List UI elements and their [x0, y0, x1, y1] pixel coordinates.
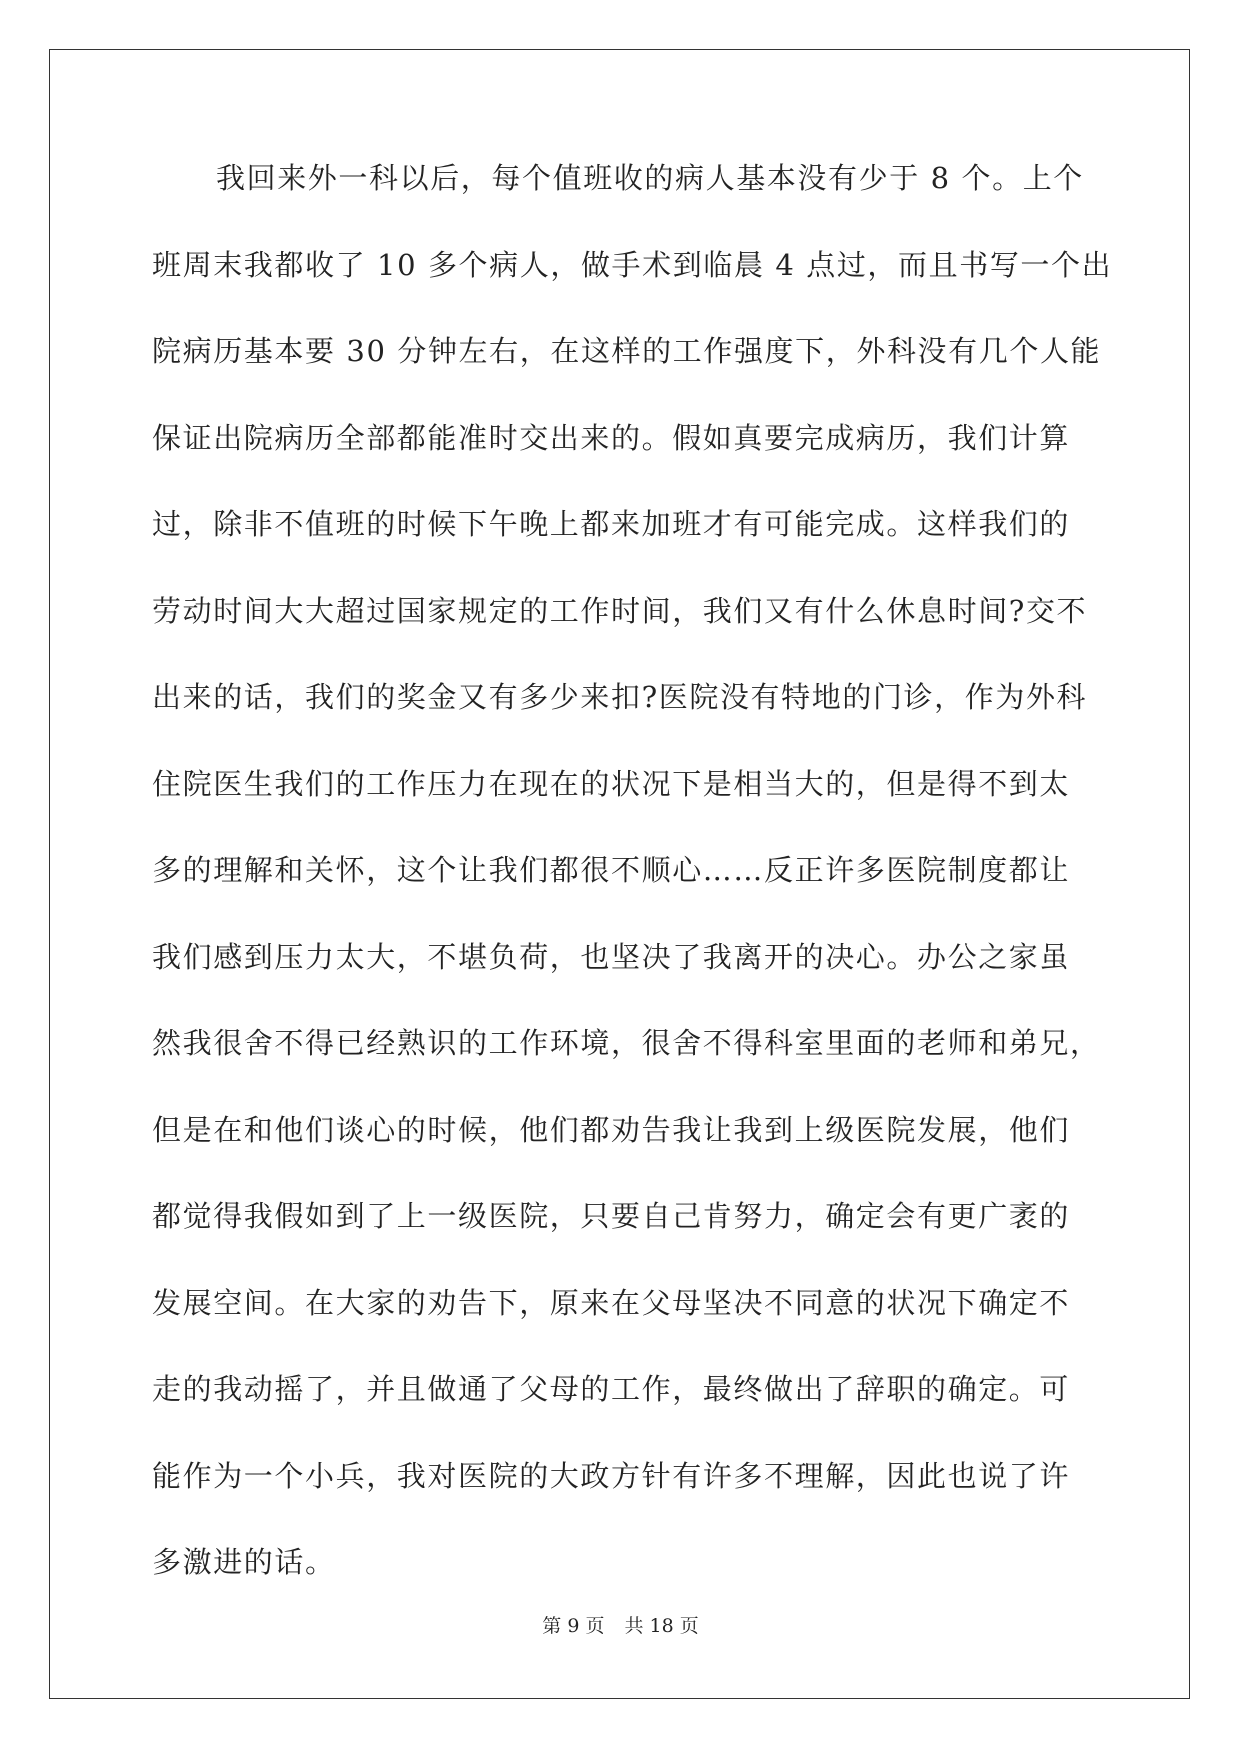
text-line: 劳动时间大大超过国家规定的工作时间，我们又有什么休息时间?交不 — [152, 593, 1088, 628]
text-line: 出来的话，我们的奖金又有多少来扣?医院没有特地的门诊，作为外科 — [152, 680, 1088, 714]
text-line: 都觉得我假如到了上一级医院，只要自己肯努力，确定会有更广袤的 — [152, 1199, 1071, 1233]
text-line: 然我很舍不得已经熟识的工作环境，很舍不得科室里面的老师和弟兄， — [152, 1026, 1101, 1060]
text-line: 多的理解和关怀，这个让我们都很不顺心……反正许多医院制度都让 — [152, 853, 1071, 887]
total-pages: 共 18 页 — [624, 1615, 699, 1637]
page-footer — [0, 1611, 1241, 1638]
text-line: 走的我动摇了，并且做通了父母的工作，最终做出了辞职的确定。可 — [152, 1372, 1071, 1406]
text-line: 过，除非不值班的时候下午晚上都来加班才有可能完成。这样我们的 — [152, 507, 1071, 541]
text-line: 保证出院病历全部都能准时交出来的。假如真要完成病历，我们计算 — [152, 420, 1071, 455]
text-line: 院病历基本要 30 分钟左右，在这样的工作强度下，外科没有几个人能 — [152, 334, 1102, 368]
body-paragraph — [152, 160, 1113, 1631]
text-line: 多激进的话。 — [152, 1545, 336, 1579]
text-line: 但是在和他们谈心的时候，他们都劝告我让我到上级医院发展，他们 — [152, 1112, 1071, 1147]
text-line: 能作为一个小兵，我对医院的大政方针有许多不理解，因此也说了许 — [152, 1458, 1071, 1493]
text-line: 发展空间。在大家的劝告下，原来在父母坚决不同意的状况下确定不 — [152, 1285, 1071, 1320]
text-line: 我们感到压力太大，不堪负荷，也坚决了我离开的决心。办公之家虽 — [152, 939, 1071, 974]
text-line: 班周末我都收了 10 多个病人，做手术到临晨 4 点过，而且书写一个出 — [152, 247, 1113, 282]
text-line: 我回来外一科以后，每个值班收的病人基本没有少于 8 个。上个 — [216, 161, 1084, 195]
text-line: 住院医生我们的工作压力在现在的状况下是相当大的，但是得不到太 — [152, 766, 1071, 801]
page-number: 第 9 页 — [542, 1615, 605, 1637]
